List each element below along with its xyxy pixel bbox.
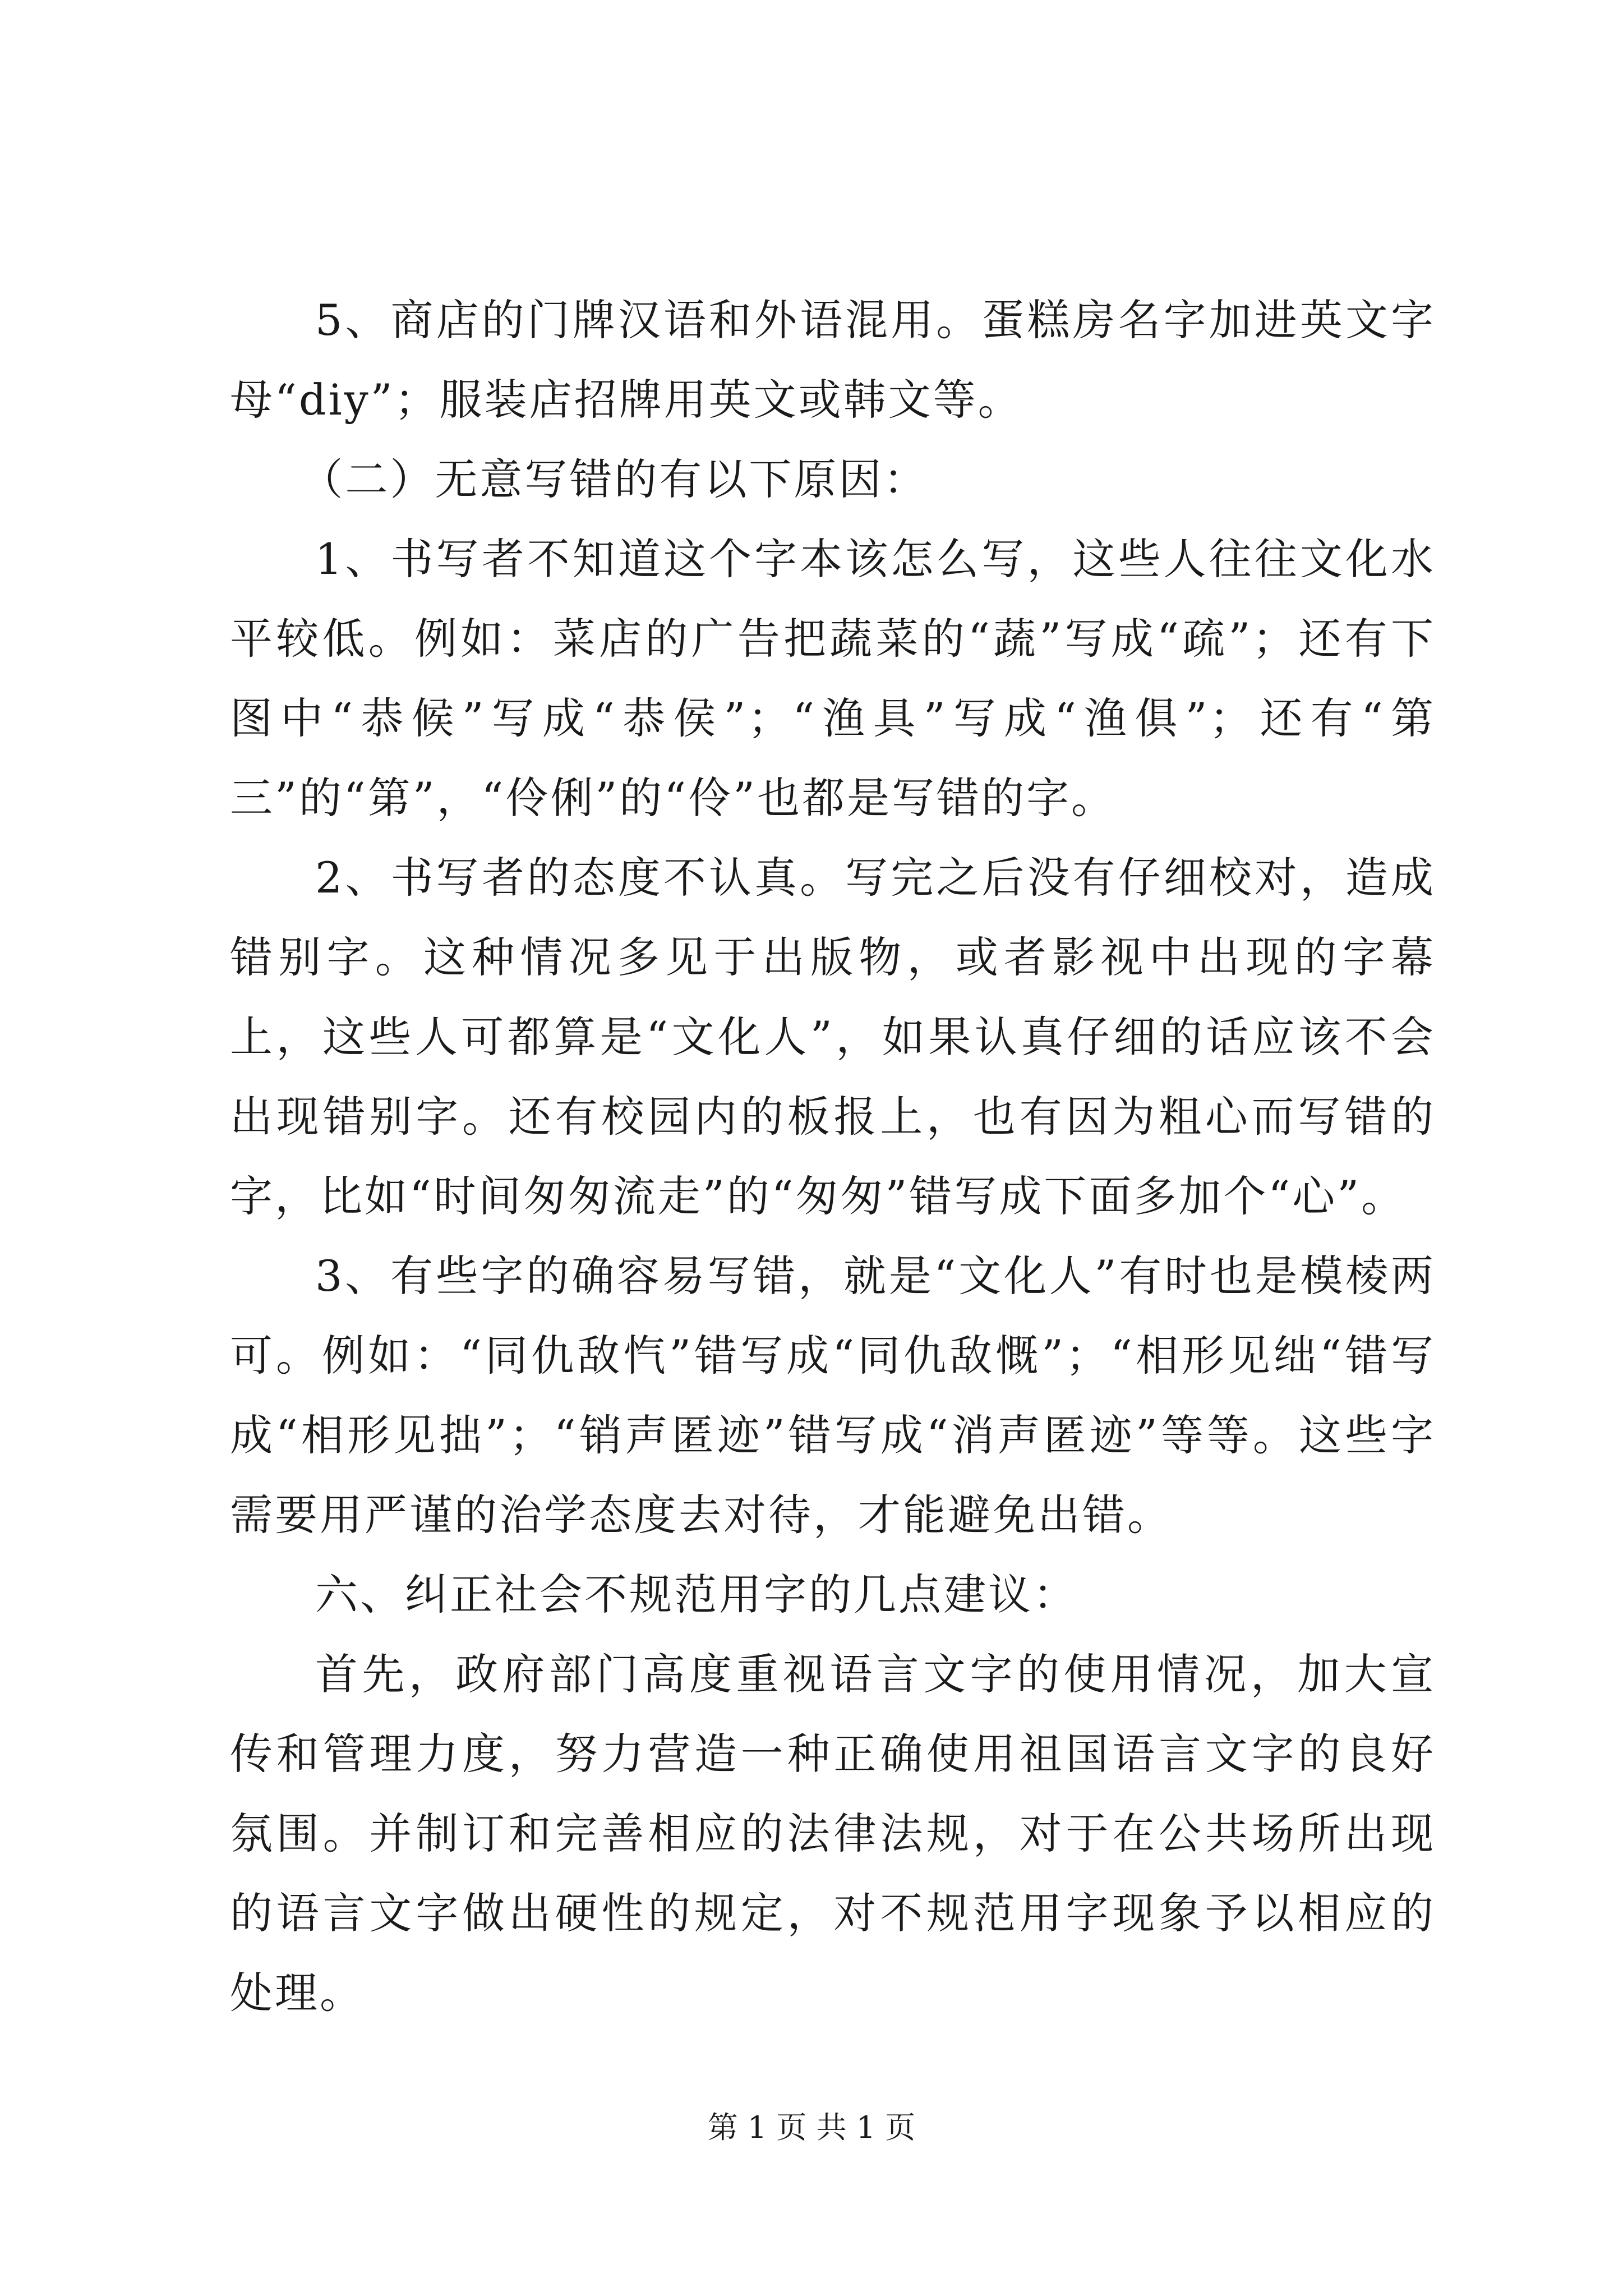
paragraph-3-easy-mistakes: 3、有些字的确容易写错，就是“文化人”有时也是模棱两可。例如：“同仇敌忾”错写成“同仇敌慨”；“相形见绌“错写成“相形见拙”；“销声匿迹”错写成“消声匿迹”等等。这些字需要用严谨的治学态度去对待，才能避免出错。 xyxy=(230,1251,1436,1540)
paragraph-1-writer-unknown: 1、书写者不知道这个字本该怎么写，这些人往往文化水平较低。例如：菜店的广告把蔬菜的“蔬”写成“疏”；还有下图中“恭候”写成“恭侯”；“渔具”写成“渔俱”；还有“第三”的“第”，“伶俐”的“伶”也都是写错的字。 xyxy=(230,534,1436,823)
page-footer: 第 1 页 共 1 页 xyxy=(707,2110,916,2145)
section-six-heading: 六、纠正社会不规范用字的几点建议： xyxy=(315,1570,1078,1619)
paragraph-2-careless-attitude: 2、书写者的态度不认真。写完之后没有仔细校对，造成错别字。这种情况多见于出版物，或者影视中出现的字幕上，这些人可都算是“文化人”，如果认真仔细的话应该不会出现错别字。还有校园内的板报上，也有因为粗心而写错的字，比如“时间匆匆流走”的“匆匆”错写成下面多加个“心”。 xyxy=(230,853,1436,1221)
document-body xyxy=(230,280,1436,2033)
paragraph-5-shop-signs: 5、商店的门牌汉语和外语混用。蛋糕房名字加进英文字母“diy”；服装店招牌用英文或韩文等。 xyxy=(230,295,1436,425)
paragraph-unintentional-errors-heading: （二）无意写错的有以下原因： xyxy=(300,454,929,504)
paragraph-first-suggestion: 首先，政府部门高度重视语言文字的使用情况，加大宣传和管理力度，努力营造一种正确使用祖国语言文字的良好氛围。并制订和完善相应的法律法规，对于在公共场所出现的语言文字做出硬性的规定，对不规范用字现象予以相应的处理。 xyxy=(230,1649,1436,2018)
